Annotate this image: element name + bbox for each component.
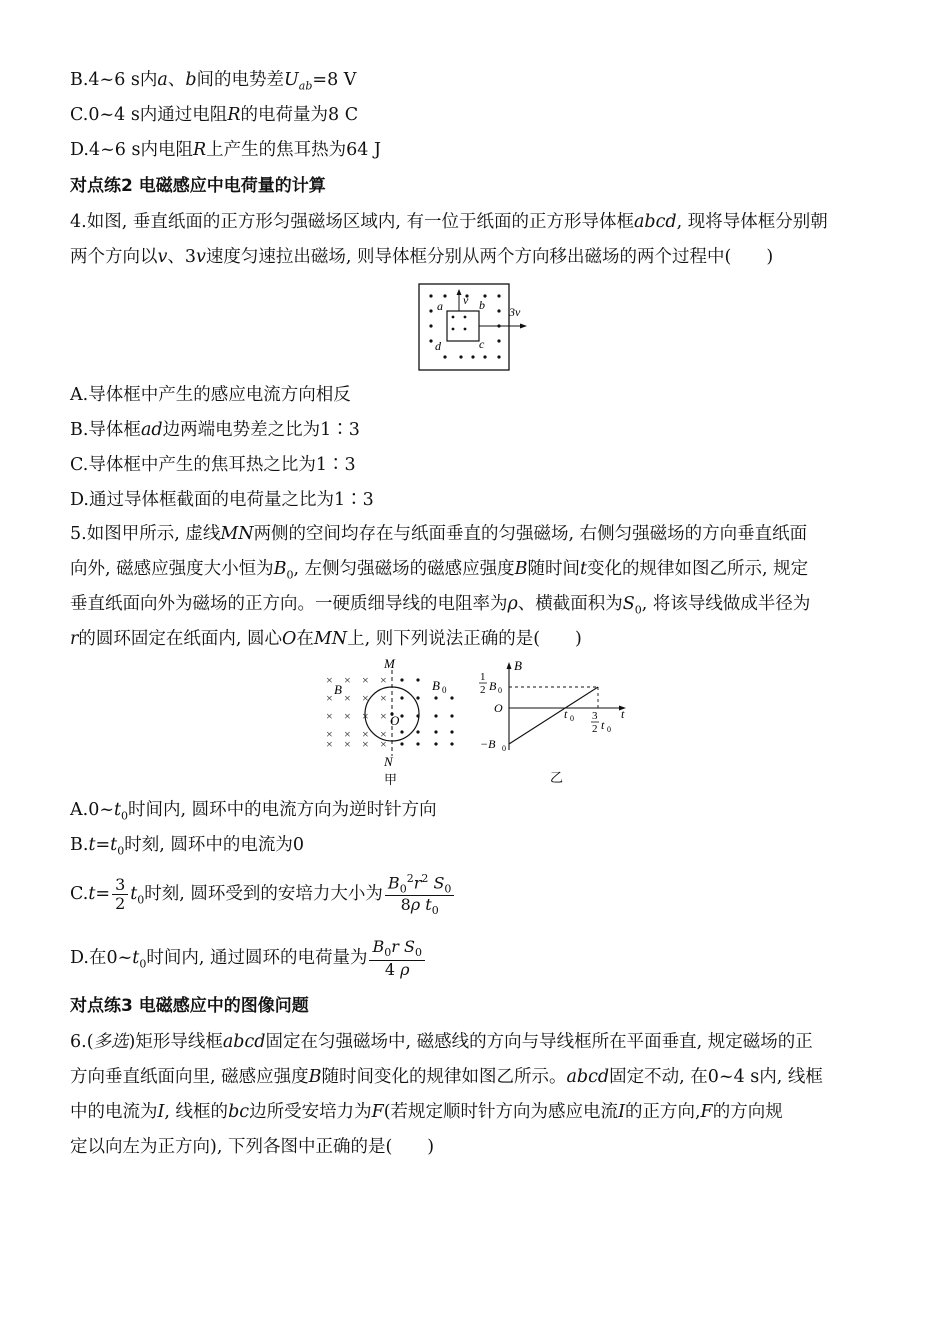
svg-text:×: × xyxy=(362,727,369,741)
q4-option-b xyxy=(70,418,360,442)
text: 的方向规 xyxy=(712,1102,783,1122)
section-2-title: 对点练2 电磁感应中电荷量的计算 xyxy=(70,176,326,196)
var-i: I xyxy=(157,1102,165,1122)
q4-option-a: A.导体框中产生的感应电流方向相反 xyxy=(70,385,351,405)
label-neg-b0-sub: 0 xyxy=(502,744,506,753)
arrowhead-3v xyxy=(520,324,527,329)
label-b0: B xyxy=(432,678,440,693)
label-3v: 3v xyxy=(509,305,521,319)
svg-text:×: × xyxy=(380,709,387,723)
q3-option-b xyxy=(70,68,356,99)
text: B.4~6 s内 xyxy=(70,70,158,90)
num-4: 4 xyxy=(384,959,396,979)
var-v: v xyxy=(157,247,168,267)
sub-0: 0 xyxy=(399,882,407,896)
text: 间的电势差 xyxy=(196,70,285,90)
subscript-ab: ab xyxy=(298,79,313,93)
var-r: r xyxy=(391,937,399,957)
var-abcd: abcd xyxy=(222,1032,266,1052)
text: 方向垂直纸面向里, 磁感应强度 xyxy=(70,1067,309,1087)
svg-text:×: × xyxy=(326,691,333,705)
sub-0: 0 xyxy=(444,882,452,896)
var-f: F xyxy=(700,1102,713,1122)
text: 两侧的空间均存在与纸面垂直的匀强磁场, 右侧匀强磁场的方向垂直纸面 xyxy=(253,524,808,544)
text: , 将该导线做成半径为 xyxy=(641,594,811,614)
svg-text:×: × xyxy=(380,727,387,741)
text: B. xyxy=(70,835,89,855)
text: 随时间变化的规律如图乙所示。 xyxy=(321,1067,567,1087)
svg-text:×: × xyxy=(362,709,369,723)
text: 6.( xyxy=(70,1032,94,1052)
var-abcd: abcd xyxy=(566,1067,610,1087)
var-i: I xyxy=(618,1102,625,1122)
var-b: B xyxy=(514,559,528,579)
q6-stem-line-4: 定以向左为正方向), 下列各图中正确的是( ) xyxy=(70,1137,435,1157)
text: , 线框的 xyxy=(164,1102,229,1122)
var-mn: MN xyxy=(220,524,254,544)
label-t: t xyxy=(621,707,625,721)
label-t0-sub: 0 xyxy=(570,714,574,723)
svg-text:×: × xyxy=(380,737,387,751)
caption-yi: 乙 xyxy=(550,770,564,785)
q5-stem-line-1 xyxy=(70,522,807,546)
label-t0-2-sub: 0 xyxy=(607,725,611,734)
var-t: t xyxy=(114,800,122,820)
text: 边所受安培力为 xyxy=(249,1102,372,1122)
axis-b-arrow xyxy=(507,662,512,669)
sub-0: 0 xyxy=(414,946,422,960)
q3-option-c xyxy=(70,103,358,127)
var-t: t xyxy=(132,948,140,968)
q4-option-c: C.导体框中产生的焦耳热之比为1∶3 xyxy=(70,455,356,475)
svg-text:×: × xyxy=(362,673,369,687)
q5-stem-line-3 xyxy=(70,592,810,623)
q4-stem-line-1 xyxy=(70,210,828,234)
label-n: N xyxy=(384,754,393,769)
q6-stem-line-1 xyxy=(70,1030,813,1054)
var-b: B xyxy=(308,1067,322,1087)
q5-option-a xyxy=(70,798,437,829)
var-v: v xyxy=(196,247,206,267)
label-neg-b0: −B xyxy=(480,737,496,751)
svg-text:×: × xyxy=(326,737,333,751)
text: 随时间 xyxy=(527,559,580,579)
conductor-frame xyxy=(447,311,479,341)
sup-2: 2 xyxy=(406,871,414,885)
var-t: t xyxy=(88,835,96,855)
var-rho: ρ xyxy=(507,594,518,614)
text: 时间内, 通过圆环的电荷量为 xyxy=(146,948,368,968)
text: = xyxy=(95,835,111,855)
text: 、 xyxy=(167,70,186,90)
text: 速度匀速拉出磁场, 则导体框分别从两个方向移出磁场的两个过程中( ) xyxy=(205,247,774,267)
q5-figure-jia xyxy=(318,656,468,788)
label-a: a xyxy=(437,299,443,313)
var-f: F xyxy=(371,1102,384,1122)
svg-text:×: × xyxy=(326,673,333,687)
q5-option-c xyxy=(70,868,456,927)
numerator xyxy=(385,872,454,897)
label-m: M xyxy=(384,656,395,671)
text: 两个方向以 xyxy=(70,247,158,267)
text: C. xyxy=(70,884,89,904)
svg-text:×: × xyxy=(326,709,333,723)
text: 垂直纸面向外为磁场的正方向。一硬质细导线的电阻率为 xyxy=(70,594,508,614)
var-t: t xyxy=(580,559,588,579)
text: 固定不动, 在0~4 s内, 线框 xyxy=(609,1067,823,1087)
fraction-force xyxy=(385,872,454,918)
subscript-0: 0 xyxy=(121,809,129,823)
caption-jia: 甲 xyxy=(384,772,398,787)
subscript-0: 0 xyxy=(286,568,294,582)
var-s: S xyxy=(403,937,415,957)
svg-text:×: × xyxy=(362,691,369,705)
q6-stem-line-2 xyxy=(70,1065,823,1089)
numerator xyxy=(369,938,424,960)
var-t: t xyxy=(425,895,432,915)
subscript-0: 0 xyxy=(139,957,147,971)
denominator xyxy=(385,896,454,917)
text: (若规定顺时针方向为感应电流 xyxy=(383,1102,619,1122)
var-t: t xyxy=(88,884,96,904)
var-ad: ad xyxy=(140,420,163,440)
q6-stem-line-3 xyxy=(70,1100,783,1124)
var-b: b xyxy=(185,70,197,90)
subscript-0: 0 xyxy=(634,603,642,617)
text: 时刻, 圆环受到的安培力大小为 xyxy=(144,884,383,904)
sub-0: 0 xyxy=(431,904,439,918)
text: 、横截面积为 xyxy=(517,594,623,614)
text: 4.如图, 垂直纸面的正方形匀强磁场区域内, 有一位于纸面的正方形导体框 xyxy=(70,212,634,232)
var-r: r xyxy=(413,872,422,892)
svg-text:×: × xyxy=(380,691,387,705)
q3-option-d xyxy=(70,138,381,162)
text: 的圆环固定在纸面内, 圆心 xyxy=(78,629,282,649)
text: 时刻, 圆环中的电流为0 xyxy=(124,835,304,855)
fraction-three-halves xyxy=(112,876,128,913)
q4-figure xyxy=(415,280,555,374)
label-t0: t xyxy=(564,707,568,721)
var-b0: B xyxy=(273,559,287,579)
var-rho: ρ xyxy=(410,895,421,915)
section-3-title: 对点练3 电磁感应中的图像问题 xyxy=(70,996,309,1016)
arrowhead-v xyxy=(457,289,462,295)
text: 、3 xyxy=(167,247,197,267)
label-b0-sub: 0 xyxy=(442,685,447,695)
svg-text:×: × xyxy=(380,673,387,687)
q4-stem-line-2 xyxy=(70,245,773,269)
svg-text:×: × xyxy=(344,709,351,723)
subscript-0: 0 xyxy=(117,844,125,858)
sub-0: 0 xyxy=(384,946,392,960)
var-s: S xyxy=(622,594,635,614)
b-t-line xyxy=(509,687,598,744)
q4-option-d: D.通过导体框截面的电荷量之比为1∶3 xyxy=(70,490,374,510)
text: 的电荷量为8 C xyxy=(240,105,359,125)
text: , 左侧匀强磁场的磁感应强度 xyxy=(293,559,515,579)
q5-option-b xyxy=(70,833,304,864)
text: 向外, 磁感应强度大小恒为 xyxy=(70,559,274,579)
label-d: d xyxy=(435,339,441,353)
label-two: 2 xyxy=(592,723,598,735)
var-t: t xyxy=(130,884,138,904)
sup-2: 2 xyxy=(421,871,429,885)
text: =8 V xyxy=(312,70,357,90)
denominator xyxy=(369,961,424,979)
label-b0: B xyxy=(489,679,497,693)
label-c: c xyxy=(479,337,485,351)
numerator: 3 xyxy=(112,876,128,895)
denominator: 2 xyxy=(115,894,126,913)
var-a: a xyxy=(157,70,168,90)
label-t0-2: t xyxy=(601,718,605,732)
label-o: O xyxy=(390,713,400,728)
q5-figure-yi xyxy=(476,658,636,788)
label-half-num: 1 xyxy=(480,671,486,683)
multi-choice-tag: 多选 xyxy=(93,1032,129,1052)
q5-stem-line-2 xyxy=(70,557,808,588)
svg-text:×: × xyxy=(344,673,351,687)
text: = xyxy=(95,884,111,904)
text: D.4~6 s内电阻 xyxy=(70,140,193,160)
var-bc: bc xyxy=(228,1102,250,1122)
fraction-charge xyxy=(369,938,424,978)
text: D.在0~ xyxy=(70,948,133,968)
text: 上, 则下列说法正确的是( ) xyxy=(347,629,582,649)
svg-text:×: × xyxy=(344,727,351,741)
svg-text:×: × xyxy=(362,737,369,751)
label-o: O xyxy=(494,701,503,715)
var-r: r xyxy=(70,629,79,649)
text: 边两端电势差之比为1∶3 xyxy=(162,420,360,440)
var-abcd: abcd xyxy=(633,212,677,232)
text: A.0~ xyxy=(70,800,114,820)
text: 的正方向, xyxy=(624,1102,701,1122)
subscript-0: 0 xyxy=(137,893,145,907)
svg-text:×: × xyxy=(344,691,351,705)
var-r: R xyxy=(192,140,207,160)
var-s: S xyxy=(433,872,445,892)
var-mn: MN xyxy=(313,629,348,649)
text: C.0~4 s内通过电阻 xyxy=(70,105,228,125)
text: 固定在匀强磁场中, 磁感线的方向与导线框所在平面垂直, 规定磁场的正 xyxy=(265,1032,813,1052)
var-u: U xyxy=(284,70,299,90)
text: 变化的规律如图乙所示, 规定 xyxy=(587,559,809,579)
var-b: B xyxy=(372,937,385,957)
svg-text:×: × xyxy=(326,727,333,741)
label-b: B xyxy=(334,682,342,697)
label-half-den: 2 xyxy=(480,684,486,696)
q5-option-d xyxy=(70,932,427,991)
label-b: b xyxy=(479,298,485,312)
label-b: B xyxy=(514,658,522,673)
var-t: t xyxy=(110,835,118,855)
text: , 现将导体框分别朝 xyxy=(676,212,828,232)
var-o: O xyxy=(282,629,297,649)
text: 时间内, 圆环中的电流方向为逆时针方向 xyxy=(128,800,437,820)
q5-stem-line-4 xyxy=(70,627,582,651)
label-three: 3 xyxy=(592,710,598,722)
text: 5.如图甲所示, 虚线 xyxy=(70,524,221,544)
label-b0-sub: 0 xyxy=(498,686,502,695)
text: 中的电流为 xyxy=(70,1102,158,1122)
text: )矩形导线框 xyxy=(128,1032,223,1052)
var-b: B xyxy=(387,872,400,892)
num-8: 8 xyxy=(400,895,411,915)
var-r: R xyxy=(227,105,241,125)
label-v: v xyxy=(463,293,469,307)
text: 在 xyxy=(296,629,314,649)
svg-text:×: × xyxy=(344,737,351,751)
var-rho: ρ xyxy=(400,959,410,979)
text: B.导体框 xyxy=(70,420,141,440)
text: 上产生的焦耳热为64 J xyxy=(206,140,381,160)
